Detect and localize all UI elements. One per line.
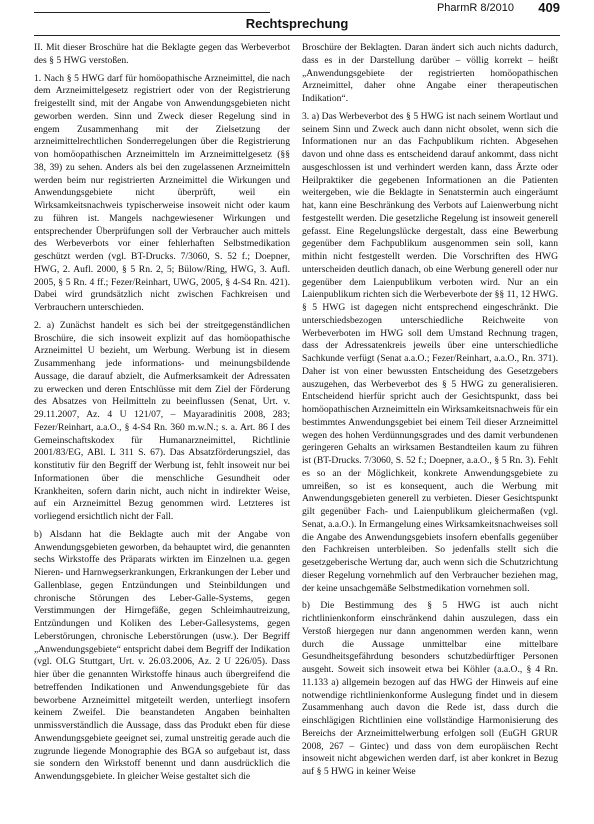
paragraph: 2. a) Zunächst handelt es sich bei der streitgegenständlichen Broschüre, die sich insoweit explizit auf das homöopathische Arzneimittel U bezieht, um Werbung. Werbung ist in diesem Zusammenhang jede informations- und meinungsbildende Aussage, die darauf abzielt, die Aufmerksamkeit der Adressaten zu erwecken und deren Entschlüsse mit dem Ziel der Förderung des Absatzes von Heilmitteln zu beeinflussen (Senat, Urt. v. 29.11.2007, Az. 4 U 121/07, – Mayaradinitis 2008, 283; Fezer/Reinhart, a.a.O., § 4-S4 Rn. 360 m.w.N.; s. a. Art. 86 I des Gemeinschaftskodex für Humanarzneimittel, Richtlinie 2001/83/EG, ABl. L 311 S. 67). Das Absatzförderungsziel, das konstitutiv für den Begriff der Werbung ist, fehlt insoweit nur bei Informationen über die menschliche Gesundheit oder Krankheiten, sofern darin nicht, auch nicht in indirekter Weise, auf ein Arzneimittel Bezug genommen wird. Letzteres ist vorliegend ersichtlich nicht der Fall. bbox=[34, 319, 290, 522]
header-rule bbox=[34, 12, 270, 13]
paragraph: 3. a) Das Werbeverbot des § 5 HWG ist nach seinem Wortlaut und seinem Sinn und Zweck auch dann nicht obsolet, wenn sich die Informationen nur an das Fachpublikum richten. Abgesehen davon und ohne dass es entscheidend darauf ankommt, dass nicht ausgeschlossen ist und verhindert werden kann, dass Ärzte oder Heilpraktiker die gegebenen Informationen an die Patienten weitergeben, wie die Beklagte in Senatstermin auch eingeräumt hat, kann eine Beschränkung des Verbots auf Laienwerbung nicht festgestellt werden. Die gesetzliche Regelung ist insoweit generell gefasst. Eine Regelungslücke dergestalt, dass eine Bewerbung gegenüber dem Fachpublikum ausgenommen sein soll, kann mithin nicht festgestellt werden. Die Vorschriften des HWG unterscheiden deutlich danach, ob eine Werbung generell oder nur gegenüber dem Laienpublikum verboten wird. Nur an ein Laienpublikum richten sich die Werbeverbote der §§ 11, 12 HWG. § 5 HWG ist dagegen nicht entsprechend eingeschränkt. Die unterschiedsbezogen unterschiedliche Reichweite von Werbeverboten im HWG soll dem Umstand Rechnung tragen, dass der Adressatenkreis jeweils über eine unterschiedliche Sachkunde verfügt (Senat a.a.O.; Fezer/Reinhart, a.a.O., Rn. 371). Daher ist von einer bewussten Entscheidung des Gesetzgebers auszugehen, das Werbeverbot des § 5 HWG zu generalisieren. Entscheidend hierfür spricht auch der Gesichtspunkt, dass bei homöopathischen Arzneimitteln ein Wirksamkeitsnachweis für ein bestimmtes Anwendungsgebiet bei einem Teil dieser Arzneimittel wegen des hohen Verdünnungsgrades und des damit verbundenen geringeren Gehalts an wirksamen Bestandteilen kaum zu führen ist (BT-Drucks. 7/3060, S. 52 f.; Doepner, a.a.O., § 5 Rn. 3). Fehlt es so an der Möglichkeit, konkrete Anwendungsgebiete zu umreißen, so ist es konsequent, auch die Werbung mit Anwendungsgebieten generell zu verbieten. Dieser Gesichtspunkt gilt gegenüber Fach- und Laienpublikum gleichermaßen (vgl. Senat, a.a.O.). In Ermangelung eines Wirksamkeitsnachweises soll die Angabe des Anwendungsgebiets insofern ebenfalls gegenüber den Fachkreisen unterbleiben. So jedenfalls stellt sich die gesetzgeberische Wertung dar, auch wenn sich die Schutzrichtung dieser Regelung vornehmlich auf den Verbraucher beziehen mag, der keine unsachgemäße Selbstmedikation vornehmen soll. bbox=[302, 110, 559, 594]
journal-citation: PharmR 8/2010 bbox=[436, 2, 514, 14]
section-title: Rechtsprechung bbox=[245, 16, 349, 31]
paragraph: 1. Nach § 5 HWG darf für homöopathische Arzneimittel, die nach dem Arzneimittelgesetz registriert oder von der Registrierung freigestellt sind, mit der Angabe von Anwendungsgebieten nicht geworben werden. Sinn und Zweck dieser Regelung sind in engem Zusammenhang mit der Zielsetzung der arzneimittelrechtlichen Sonderregelungen über die Registrierung von homöopathischen Arzneimitteln im Arzneimittelgesetz (§§ 38, 39) zu sehen. Anders als bei den zugelassenen Arzneimitteln werden beim nur registrierten Arzneimittel die Wirkungen und Anwendungsgebiete nicht überprüft, weil ein Wirksamkeitsnachweis typischerweise insoweit nicht oder kaum zu führen ist. Mangels nachgewiesener Wirkungen und entsprechender Überprüfungen soll der Verbraucher auch mittels des Werbeverbots vor einer fehlerhaften Selbstmedikation geschützt werden (vgl. BT-Drucks. 7/3060, S. 52 f.; Doepner, HWG, 2. Aufl. 2000, § 5 Rn. 2, 5; Bülow/Ring, HWG, 3. Aufl. 2005, § 5 Rn. 4 ff.; Fezer/Reinhart, UWG, 2005, § 4-S4 Rn. 421). Dabei wird grundsätzlich nicht zwischen Fachkreisen und Verbrauchern unterschieden. bbox=[34, 72, 290, 313]
paragraph: II. Mit dieser Broschüre hat die Beklagte gegen das Werbeverbot des § 5 HWG verstoßen. bbox=[34, 42, 290, 66]
page-number: 409 bbox=[538, 0, 560, 15]
section-rule bbox=[34, 35, 560, 36]
right-column bbox=[302, 42, 558, 784]
paragraph: b) Die Bestimmung des § 5 HWG ist auch nicht richtlinienkonform einschränkend dahin auszulegen, dass ein Verstoß hiergegen nur dann angenommen werden kann, wenn durch die Aussage unmittelbar eine mittelbare Gesundheitsgefährdung besonders schutzbedürftiger Personen ausgeht. Soweit sich insoweit etwa bei Köhler (a.a.O., § 4 Rn. 11.133 a) allgemein bezogen auf das HWG der Hinweis auf eine notwendige richtlinienkonforme Auslegung findet und in diesem Zusammenhang auch davon die Rede ist, dass durch die einschlägigen Richtlinien eine vollständige Harmonisierung des Bereichs der Arzneimittelwerbung erfolgen soll (EuGH GRUR 2008, 267 – Gintec) und dass von dem europäischen Recht insoweit nicht abgewichen werden darf, ist aber konkret in Bezug auf § 5 HWG in keiner Weise bbox=[302, 600, 558, 777]
paragraph: b) Alsdann hat die Beklagte auch mit der Angabe von Anwendungsgebieten geworben, da behauptet wird, die genannten sechs Wirkstoffe des Präparats wirkten im Einzelnen u.a. gegen Nieren- und Harnwegserkrankungen, Erkrankungen der Leber und Gallenblase, gegen Entzündungen und Steinbildungen und chronische Störungen des Leber-Galle-Systems, gegen Verstimmungen der Hirngefäße, gegen Schleimhautreizung, Entzündungen und Koliken des Leber-Gallesystems, gegen Leberstörungen, chronische Leberstörungen (usw.). Der Begriff „Anwendungsgebiete“ entspricht dabei dem Begriff der Indikation (vgl. OLG Stuttgart, Urt. v. 26.03.2006, Az. 2 U 226/05). Dass hier über die genannten Wirkstoffe hinaus auch übergreifend die betreffenden Indikationen und Anwendungsgebiete für das beworbene Arzneimittel mitgeteilt werden, unterliegt insofern keinem Zweifel. Die beanstandeten Angaben beinhalten unmissverständlich die Aussage, dass das Produkt eben für diese Anwendungsgebiete geeignet sei, zumal unstreitig gerade auch die zugrunde liegende Monographie des BGA so aufgebaut ist, dass sie sondern den Wirkstoff benennt und dann ausdrücklich die Anwendungsgebiete. In gleicher Weise gestaltet sich die bbox=[34, 528, 290, 782]
paragraph: Broschüre der Beklagten. Daran ändert sich auch nichts dadurch, dass es in der Darstellung darüber – völlig korrekt – heißt „Anwendungsgebiete der registrierten homöopathischen Arzneimittel, daher ohne Angabe einer therapeutischen Indikation“. bbox=[302, 42, 558, 104]
left-column bbox=[34, 42, 290, 789]
